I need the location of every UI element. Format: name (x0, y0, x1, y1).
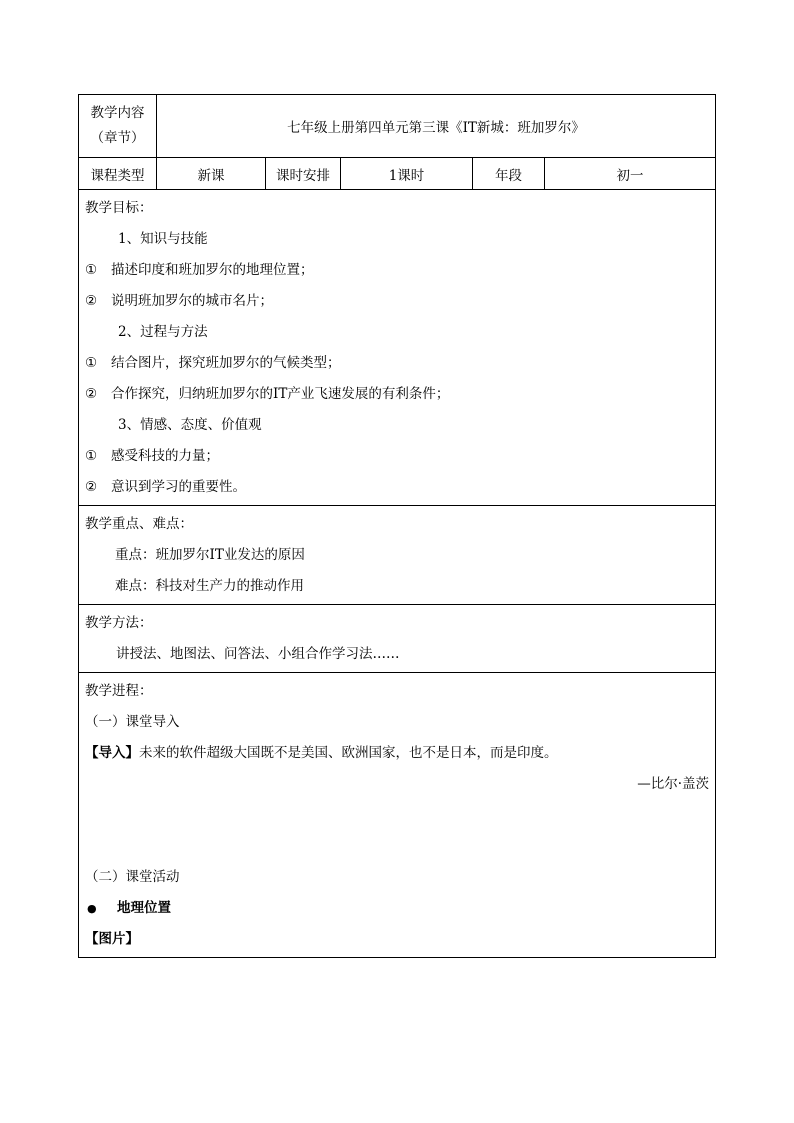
methods-row (79, 605, 716, 673)
objective-item (85, 472, 715, 503)
course-type-label: 课程类型 (79, 158, 157, 190)
item-text: 意识到学习的重要性。 (111, 479, 246, 495)
intro-tag: 【导入】 (85, 745, 139, 761)
objectives-section (79, 190, 716, 506)
topic-line (85, 893, 715, 924)
objective-item (85, 441, 715, 472)
item-text: 合作探究，归纳班加罗尔的IT产业飞速发展的有利条件； (111, 386, 450, 402)
blank-space (85, 800, 715, 862)
intro-text: 未来的软件超级大国既不是美国、欧洲国家，也不是日本，而是印度。 (139, 745, 558, 761)
item-marker: ② (85, 479, 98, 495)
content-label-cell (79, 95, 157, 158)
topic-text: 地理位置 (117, 900, 171, 916)
objectives-row (79, 190, 716, 506)
item-text: 感受科技的力量； (111, 448, 219, 464)
key-points-section (79, 506, 716, 605)
item-text: 描述印度和班加罗尔的地理位置； (111, 262, 314, 278)
objective-item (85, 379, 715, 410)
content-label-line1: 教学内容 (90, 105, 145, 121)
objectives-title: 教学目标： (85, 200, 153, 216)
schedule-label: 课时安排 (266, 158, 341, 190)
intro-line (85, 738, 715, 769)
item-marker: ① (85, 262, 98, 278)
process-row (79, 673, 716, 958)
item-marker: ② (85, 293, 98, 309)
item-marker: ② (85, 386, 98, 402)
objective-section-1: 1、知识与技能 (118, 231, 208, 247)
key-focus: 重点：班加罗尔IT业发达的原因 (115, 547, 305, 563)
item-marker: ① (85, 448, 98, 464)
part-two-heading: （二）课堂活动 (85, 869, 180, 885)
content-row (79, 95, 716, 158)
part-one-heading: （一）课堂导入 (85, 714, 180, 730)
grade-value: 初一 (545, 158, 716, 190)
key-points-title: 教学重点、难点： (85, 516, 193, 532)
content-value: 七年级上册第四单元第三课《IT新城：班加罗尔》 (157, 95, 716, 158)
schedule-value: 1课时 (341, 158, 473, 190)
course-type-value: 新课 (157, 158, 266, 190)
item-marker: ① (85, 355, 98, 371)
methods-section (79, 605, 716, 673)
methods-text: 讲授法、地图法、问答法、小组合作学习法…… (116, 646, 400, 662)
item-text: 说明班加罗尔的城市名片； (111, 293, 273, 309)
process-section (79, 673, 716, 958)
objective-item (85, 286, 715, 317)
objective-section-3: 3、情感、态度、价值观 (118, 417, 262, 433)
bullet-icon: ● (87, 902, 97, 915)
lesson-plan-sheet (78, 94, 715, 958)
info-row (79, 158, 716, 190)
item-text: 结合图片，探究班加罗尔的气候类型； (111, 355, 341, 371)
objective-item (85, 348, 715, 379)
picture-tag: 【图片】 (85, 931, 139, 947)
lesson-plan-table (78, 94, 716, 958)
grade-label: 年段 (473, 158, 545, 190)
process-title: 教学进程： (85, 683, 153, 699)
content-label-line2: （章节） (90, 130, 145, 146)
key-difficulty: 难点：科技对生产力的推动作用 (115, 578, 304, 594)
quote-author: —比尔·盖茨 (637, 776, 710, 792)
key-points-row (79, 506, 716, 605)
methods-title: 教学方法： (85, 615, 153, 631)
objective-section-2: 2、过程与方法 (118, 324, 208, 340)
objective-item (85, 255, 715, 286)
